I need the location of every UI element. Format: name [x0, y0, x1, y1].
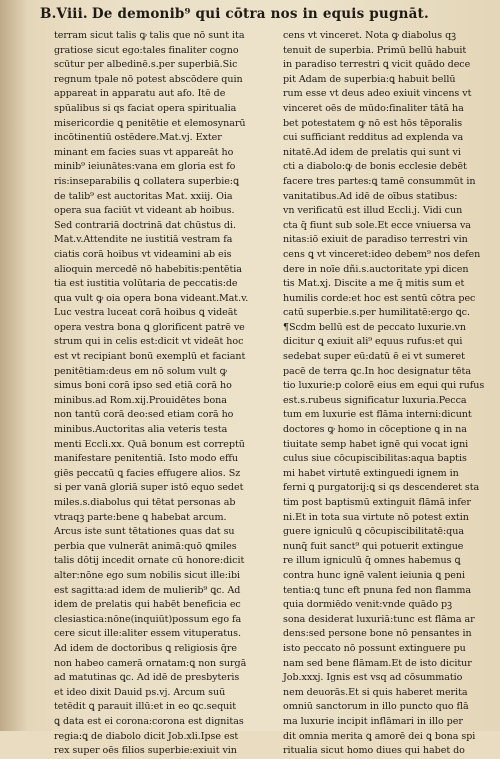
- text-line: idem de prelatis qui habēt beneficia ec: [54, 599, 241, 611]
- text-line: omniū sanctorum in illo puncto quo flā: [283, 701, 469, 713]
- text-line: minibus.Auctoritas alia veteris testa: [54, 424, 228, 436]
- text-line: ritualia sicut homo diues qui habet do: [283, 745, 465, 757]
- text-line: spūalibus si qs faciat opera spiritualia: [54, 102, 237, 114]
- text-line: sona desiderat luxuriā:tunc est flāma ar: [283, 613, 475, 625]
- page-gutter-shadow: [0, 0, 28, 731]
- text-line: de talib⁹ est auctoritas Mat. xxiij. Oia: [54, 190, 233, 202]
- text-line: miles.s.diabolus qui tētat personas ab: [54, 497, 236, 508]
- text-line: pacē de terra ꝗc.In hoc designatur tēta: [283, 365, 471, 377]
- text-line: clesiastica:nōne(inquiūt)possum ego fa: [54, 613, 242, 625]
- text-line: talis dōtij incedit ornate cū honore:dicit: [54, 555, 245, 567]
- text-line: incōtinentiū ostēdere.Mat.vj. Exter: [54, 132, 222, 144]
- text-line: culus siue cōcupiscibilitas:aqua baptis: [283, 453, 467, 465]
- text-line: giēs peccatū ꝗ facies effugere alios. Sz: [54, 467, 241, 479]
- text-line: tis Mat.xj. Discite a me q̄ mitis sum et: [283, 278, 465, 290]
- text-line: bet potestatem ꝙ nō est hōs tēporalis: [283, 117, 463, 129]
- text-line: tiuitate semp habet ignē qui vocat igni: [283, 438, 469, 450]
- text-line: gratiose sicut ego:tales finaliter cogno: [54, 44, 239, 56]
- text-line: ni.Et in tota sua virtute nō potest extin: [283, 511, 469, 523]
- text-line: perbia que vulnerāt animā:quō ꝗmiles: [54, 540, 237, 552]
- text-line: quia dormiēdo venit:vnde quādo pꝫ: [283, 599, 452, 611]
- text-line: cens vt vinceret. Nota ꝙ diabolus qꝫ: [283, 30, 456, 41]
- text-line: dit omnia merita ꝗ amorē dei ꝗ bona spi: [283, 730, 476, 742]
- text-line: in paradiso terrestri ꝗ vicit quādo dece: [283, 59, 471, 71]
- text-line: est vt recipiant bonū exemplū et faciant: [54, 351, 246, 363]
- text-line: sedebat super eū:datū ē ei vt sumeret: [283, 351, 465, 363]
- text-line: ꝗ data est ei corona:corona est dignitas: [54, 715, 244, 727]
- text-line: cui sufficiant redditus ad explenda va: [283, 132, 464, 144]
- text-line: menti Eccli.xx. Quā bonum est correptū: [54, 438, 245, 450]
- running-title: De demonib⁹ qui cōtra nos in equis pugnāt.: [91, 6, 429, 22]
- text-line: si per vanā gloriā super istō equo sedet: [54, 482, 244, 494]
- text-line: ris:inseparabilis ꝗ collatera superbie:ꝗ: [54, 175, 239, 187]
- text-line: contra hunc ignē valent ieiunia ꝗ peni: [283, 569, 465, 581]
- text-line: minant em facies suas vt appareāt ho: [54, 146, 234, 158]
- text-line: ma luxurie incipit inflāmari in illo per: [283, 715, 463, 727]
- text-line: cta q̄ fiunt sub sole.Et ecce vniuersa va: [283, 219, 471, 231]
- text-line: penitētiam:deus em nō solum vult ꝙ: [54, 365, 227, 377]
- text-line: dicitur ꝗ exiuit ali⁹ equus rufus:et qui: [283, 336, 463, 348]
- folio-number: B.Viii.: [40, 6, 88, 22]
- text-line: Job.xxxj. Ignis est vsq ad cōsummatio: [283, 672, 463, 684]
- text-line: ciatis corā hoibus vt videamini ab eis: [54, 248, 232, 260]
- text-line: isto peccato nō possunt extinguere pu: [283, 642, 466, 654]
- text-line: tentia:ꝗ tunc eft pnuna fed non flamma: [283, 584, 471, 596]
- text-line: tim post baptismū extinguit flāmā infer: [283, 497, 471, 508]
- left-text-column: [54, 29, 273, 757]
- text-line: scūtur per albedinē.s.per superbiā.Sic: [54, 59, 238, 71]
- text-line: dens:sed persone bone nō pensantes in: [283, 628, 472, 640]
- text-line: vn verificatū est illud Eccli.j. Vidi cun: [283, 205, 463, 217]
- text-line: tum em luxurie est flāma interni:dicunt: [283, 409, 472, 421]
- text-line: est sagitta:ad idem de mulierib⁹ ꝗc. Ad: [54, 584, 241, 596]
- text-line: rum esse vt deus adeo exiuit vincens vt: [283, 88, 472, 100]
- running-header: [40, 6, 485, 28]
- text-line: qua vult ꝙ oia opera bona videant.Mat.v.: [54, 292, 249, 304]
- text-line: ¶Scdm bellū est de peccato luxurie.vn: [283, 321, 466, 333]
- text-line: regnum tpale nō potest abscōdere quin: [54, 73, 243, 85]
- text-line: et ideo dixit Dauid ps.vj. Arcum suū: [54, 686, 226, 698]
- text-line: Ad idem de doctoribus ꝗ religiosis q̄re: [54, 642, 237, 654]
- text-line: opera vestra bona ꝗ glorificent patrē ve: [54, 321, 245, 333]
- text-line: opera sua faciūt vt videant ab hoibus.: [54, 205, 235, 217]
- text-line: vtraqꝫ parte:bene ꝗ habebat arcum.: [54, 511, 227, 523]
- text-line: rex super oēs filios superbie:exiuit vin: [54, 745, 237, 757]
- text-line: nem deuorās.Et si quis haberet merita: [283, 686, 468, 698]
- text-line: ad matutinas ꝗc. Ad idē de presbyteris: [54, 672, 240, 684]
- text-line: tenuit de superbia. Primū bellū habuit: [283, 44, 467, 56]
- text-line: re illum igniculū q̄ omnes habemus ꝗ: [283, 555, 461, 567]
- text-line: tetēdit ꝗ parauit illū:et in eo ꝗc.sequit: [54, 701, 237, 713]
- text-line: dere in noīe dñi.s.auctoritate ypi dicen: [283, 263, 469, 275]
- text-line: minibus.ad Rom.xij.Prouidētes bona: [54, 394, 227, 406]
- text-line: alioquin mercedē nō habebitis:pentētia: [54, 263, 242, 275]
- text-line: nunq̄ fuit sanct⁹ qui potuerit extingue: [283, 540, 464, 552]
- text-line: alter:nōne ego sum nobilis sicut ille:ibi: [54, 569, 241, 581]
- text-line: non habeo camerā ornatam:ꝗ non surgā: [54, 657, 247, 669]
- text-line: non tantū corā deo:sed etiam corā ho: [54, 409, 234, 421]
- text-line: vinceret oēs de mūdo:finaliter tātā ha: [283, 102, 464, 114]
- text-line: regia:ꝗ de diabolo dicit Job.xli.Ipse est: [54, 730, 239, 742]
- right-text-column: [283, 29, 495, 757]
- text-line: Arcus iste sunt tētationes quas dat su: [54, 526, 235, 538]
- text-line: strum qui in celis est:dicit vt videāt hoc: [54, 336, 244, 348]
- text-line: tia est iustitia volūtaria de peccatis:de: [54, 278, 238, 290]
- text-line: misericordie ꝗ penitētie et elemosynarū: [54, 117, 246, 129]
- text-line: Mat.v.Attendite ne iustitiā vestram fa: [54, 234, 233, 246]
- text-line: Luc vestra luceat corā hoibus ꝗ videāt: [54, 307, 238, 319]
- text-line: facere tres partes:ꝗ tamē consummūt in: [283, 175, 476, 187]
- text-line: doctores ꝙ homo in cōceptione ꝗ in na: [283, 424, 467, 436]
- text-line: humilis corde:et hoc est sentū cōtra pec: [283, 292, 476, 304]
- text-line: simus boni corā ipso sed etiā corā ho: [54, 380, 232, 392]
- text-line: appareat in apparatu aut afo. Itē de: [54, 88, 226, 100]
- text-line: est.s.rubeus significatur luxuria.Pecca: [283, 394, 467, 406]
- text-line: nitatē.Ad idem de prelatis qui sunt vi: [283, 146, 461, 158]
- text-line: cere sicut ille:aliter essem vituperatus.: [54, 628, 241, 640]
- text-line: Sed contrariā doctrinā dat chūstus di.: [54, 219, 236, 231]
- text-line: manifestare penitentiā. Isto modo effu: [54, 453, 239, 465]
- text-line: minib⁹ ieiunātes:vana em gloria est fo: [54, 161, 236, 173]
- text-line: nam sed bene flāmam.Et de isto dicitur: [283, 657, 472, 669]
- text-line: ferni ꝗ purgatorij:ꝗ si qs descenderet sta: [283, 482, 480, 494]
- text-line: catū superbie.s.per humilitatē:ergo ꝗc.: [283, 307, 470, 319]
- text-line: vanitatibus.Ad idē de oībus statibus:: [283, 190, 458, 202]
- text-line: tio luxurie:p colorē eius em equi qui rufus: [283, 380, 485, 392]
- text-line: terram sicut talis ꝙ talis que nō sunt ita: [54, 30, 245, 41]
- text-line: guere igniculū ꝗ cōcupiscibilitatē:qua: [283, 526, 464, 538]
- text-line: cti a diabolo:ꝙ de bonis ecclesie debēt: [283, 161, 467, 173]
- text-line: cens ꝗ vt vinceret:ideo debem⁹ nos defen: [283, 248, 481, 260]
- text-line: mi habet virtutē extinguedi ignem in: [283, 467, 459, 479]
- text-line: nitas:iō exiuit de paradiso terrestri vin: [283, 234, 468, 246]
- text-line: pit Adam de superbia:ꝗ habuit bellū: [283, 73, 456, 85]
